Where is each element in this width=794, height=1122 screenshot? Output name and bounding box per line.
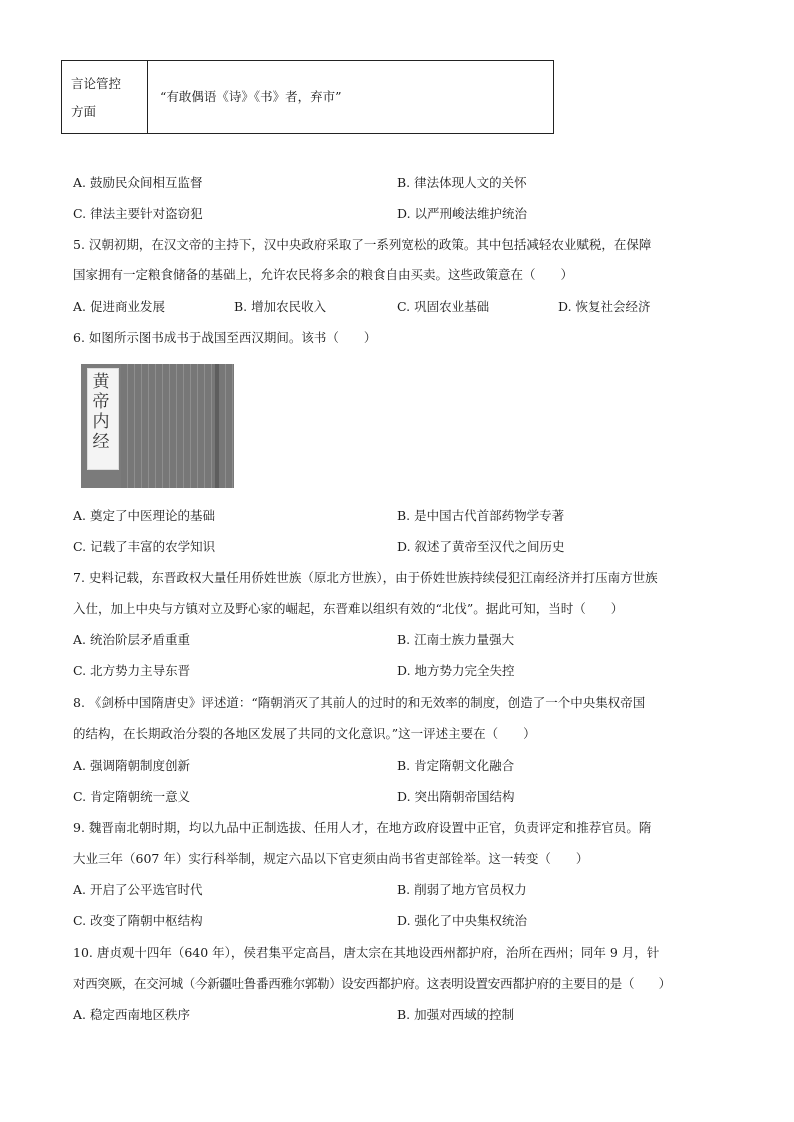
q8-option-b: B. 肯定隋朝文化融合: [397, 758, 515, 773]
table-label-line1: 言论管控: [71, 76, 122, 91]
q10-option-b: B. 加强对西域的控制: [397, 1007, 515, 1022]
q5-option-a: A. 促进商业发展: [73, 299, 165, 314]
q5-stem-line1: 5. 汉朝初期，在汉文帝的主持下，汉中央政府采取了一系列宽松的政策。其中包括减轻农业赋税，在保障: [73, 237, 652, 252]
q6-option-b: B. 是中国古代首部药物学专著: [397, 508, 565, 523]
q7-option-d: D. 地方势力完全失控: [397, 663, 515, 678]
q6-option-d: D. 叙述了黄帝至汉代之间历史: [397, 539, 565, 554]
q7-stem-line1: 7. 史料记载，东晋政权大量任用侨姓世族（原北方世族），由于侨姓世族持续侵犯江南经济并打压南方世族: [73, 570, 658, 585]
q4-option-b: B. 律法体现人文的关怀: [397, 175, 527, 190]
table-label-line2: 方面: [71, 104, 97, 119]
cover-spine: [215, 364, 219, 488]
q9-stem-line1: 9. 魏晋南北朝时期，均以九品中正制选拔、任用人才，在地方政府设置中正官，负责评定和推荐官员。隋: [73, 820, 652, 835]
q7-option-a: A. 统治阶层矛盾重重: [73, 632, 190, 647]
q9-option-a: A. 开启了公平选官时代: [73, 882, 203, 897]
q4-option-a: A. 鼓励民众间相互监督: [73, 175, 203, 190]
q9-option-c: C. 改变了隋朝中枢结构: [73, 913, 203, 928]
q5-option-c: C. 巩固农业基础: [397, 299, 490, 314]
q5-option-d: D. 恢复社会经济: [558, 299, 651, 314]
cover-title-text: 黄帝内经: [92, 372, 110, 452]
book-cover-image: [81, 364, 234, 488]
q8-option-c: C. 肯定隋朝统一意义: [73, 789, 191, 804]
q10-stem-line1: 10. 唐贞观十四年（640 年），侯君集平定高昌，唐太宗在其地设西州都护府，治所在西州；同年 9 月，针: [73, 945, 660, 960]
table-content-cell: “有敢偶语《诗》《书》者，弃市”: [160, 89, 342, 104]
q8-stem-line2: 的结构，在长期政治分裂的各地区发展了共同的文化意识。”这一评述主要在（ ）: [73, 726, 536, 741]
q7-option-c: C. 北方势力主导东晋: [73, 663, 191, 678]
q7-stem-line2: 入仕，加上中央与方镇对立及野心家的崛起，东晋难以组织有效的“北伐”。据此可知，当时（ ）: [73, 601, 624, 616]
q10-stem-line2: 对西突厥，在交河城（今新疆吐鲁番西雅尔郭勒）设安西都护府。这表明设置安西都护府的主要目的是（ ）: [73, 976, 671, 991]
q9-option-b: B. 削弱了地方官员权力: [397, 882, 527, 897]
q10-option-a: A. 稳定西南地区秩序: [73, 1007, 190, 1022]
q8-option-d: D. 突出隋朝帝国结构: [397, 789, 515, 804]
q7-option-b: B. 江南士族力量强大: [397, 632, 515, 647]
q5-stem-line2: 国家拥有一定粮食储备的基础上，允许农民将多余的粮食自由买卖。这些政策意在（ ）: [73, 267, 574, 282]
q9-option-d: D. 强化了中央集权统治: [397, 913, 528, 928]
q9-stem-line2: 大业三年（607 年）实行科举制，规定六品以下官吏须由尚书省吏部铨举。这一转变（ ）: [73, 851, 589, 866]
table-label-cell: [62, 61, 148, 133]
q6-stem: 6. 如图所示图书成书于战国至西汉期间。该书（ ）: [73, 330, 377, 345]
q8-option-a: A. 强调隋朝制度创新: [73, 758, 190, 773]
q8-stem-line1: 8. 《剑桥中国隋唐史》评述道：“隋朝消灭了其前人的过时的和无效率的制度，创造了一个中央集权帝国: [73, 695, 646, 710]
q5-option-b: B. 增加农民收入: [234, 299, 327, 314]
q4-option-d: D. 以严刑峻法维护统治: [397, 206, 528, 221]
q6-option-c: C. 记载了丰富的农学知识: [73, 539, 216, 554]
q4-option-c: C. 律法主要针对盗窃犯: [73, 206, 203, 221]
source-table: [61, 60, 554, 134]
q6-option-a: A. 奠定了中医理论的基础: [73, 508, 215, 523]
